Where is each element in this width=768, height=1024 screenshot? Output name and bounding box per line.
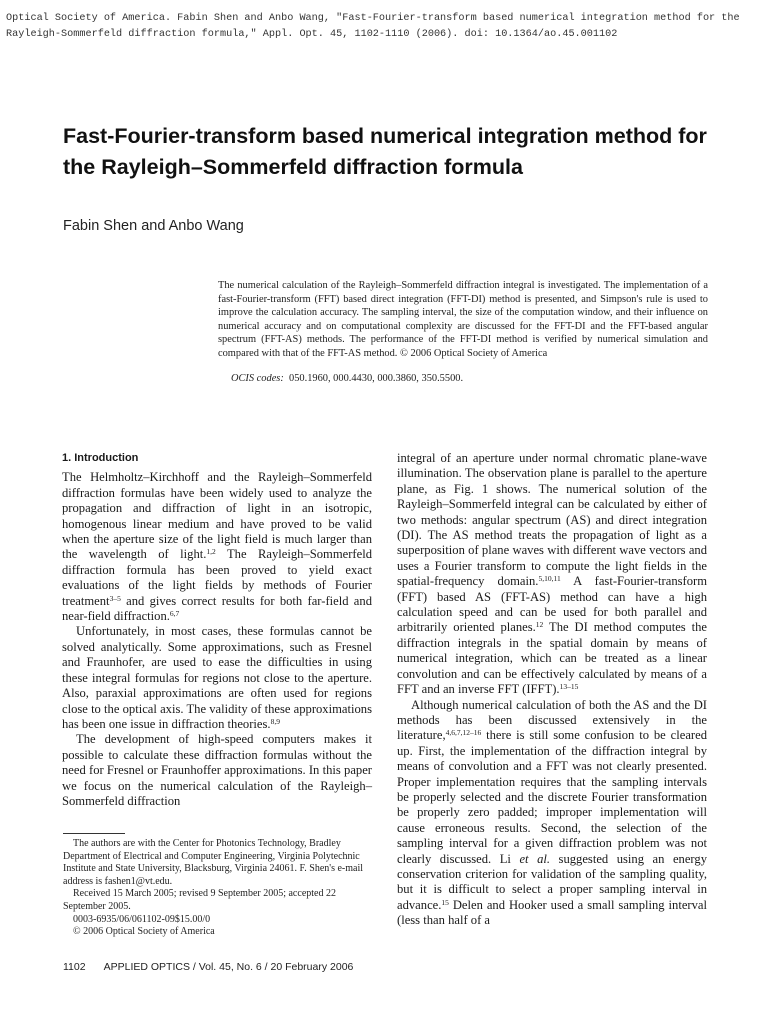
abstract: The numerical calculation of the Rayleigh–Sommerfeld diffraction integral is investigated. The implementation of a fast-Fourier-transform (FFT) based direct integration (FFT-DI) method is presented, and Simpson's rule is used to improve the calculation accuracy. The sampling interval, the size of the computation window, and their influence on numerical accuracy and on computational complexity are discussed for the FFT-DI and the FFT-based angular spectrum (FFT-AS) methods. The performance of the FFT-DI method is verified by numerical simulation and compared with that of the FFT-AS method. © 2006 Optical Society of America (218, 280, 708, 359)
reference: 13–15 (559, 682, 579, 692)
reference: 8,9 (270, 716, 280, 726)
paragraph: Unfortunately, in most cases, these formulas cannot be solved analytically. Some approximations, such as Fresnel and Fraunhofer, are used to ease the difficulties in using these integral formulas for regions not close to the aperture. Also, paraxial approximations are often used for regions close to the optical axis. The validity of these approximations has been one issue in diffraction theories.$^{8,9}$ (62, 624, 372, 731)
footnote-copyright: © 2006 Optical Society of America (73, 926, 215, 938)
citation-header: Optical Society of America. Fabin Shen and Anbo Wang, "Fast-Fourier-transform based numerical integration method for the Rayleigh-Sommerfeld diffraction formula," Appl. Opt. 45, 1102-1110 (2006). doi: 10.1364/ao.45.001102 (6, 13, 740, 40)
right-column (397, 451, 707, 929)
left-column (62, 451, 372, 809)
paragraph: integral of an aperture under normal chromatic plane-wave illumination. The observation plane is parallel to the aperture plane, as Fig. 1 shows. The numerical solution of the Rayleigh–Sommerfeld integral can be calculated by either of two methods: angular spectrum (AS) and direct integration (DI). The AS method treats the propagation of light as a superposition of plane waves with different wave vectors and uses a Fourier transform to compute the light fields in the spatial-frequency domain.$^{5,10,11}$ A fast-Fourier-transform (FFT) based AS (FFT-AS) method can have a high calculation speed and can be used for both parallel and arbitrarily oriented planes.$^{12}$ The DI method computes the diffraction integrals in the spatial domain by means of numerical integration, which can be treated as a linear convolution and can be effectively calculated by means of a FFT and an inverse FFT (IFFT).$^{13-15}$ (397, 451, 708, 697)
reference: 5,10,11 (538, 574, 561, 584)
reference: 3–5 (109, 593, 121, 603)
reference: 4,6,7,12–16 (445, 728, 482, 738)
reference: 1,2 (206, 547, 216, 557)
footnote-received: Received 15 March 2005; revised 9 September 2005; accepted 22 September 2005. (63, 888, 336, 912)
reference: 12 (535, 620, 544, 630)
footnote-code: 0003-6935/06/061102-09$15.00/0 (73, 913, 211, 925)
ocis-codes (231, 373, 463, 384)
journal-info: APPLIED OPTICS / Vol. 45, No. 6 / 20 February 2006 (103, 961, 354, 973)
page-number: 1102 (63, 961, 86, 973)
footnote-affiliation: The authors are with the Center for Photonics Technology, Bradley Department of Electrical and Computer Engineering, Virginia Polytechnic Institute and State University, Blacksburg, Virginia 24061. F. Shen's e-mail address is fashen1@vt.edu. (63, 838, 363, 887)
page-footer (63, 961, 371, 973)
footnotes (63, 838, 373, 939)
ocis-values: 050.1960, 000.4430, 000.3860, 350.5500. (289, 373, 464, 384)
section-heading: 1. Introduction (62, 452, 139, 464)
footnote-rule (63, 833, 125, 834)
paragraph: The Helmholtz–Kirchhoff and the Rayleigh–Sommerfeld diffraction formulas have been widely used to analyze the propagation and diffraction of light in an isotropic, homogenous linear medium and have proved to be valid when the aperture size of the light field is much larger than the wavelength of light.$^{1,2}$ The Rayleigh–Sommerfeld diffraction formula has been proved to yield exact evaluations of the light fields by methods of Fourier treatment$^{3-5}$ and gives correct results for both far-field and near-field diffraction.$^{6,7}$ (62, 470, 372, 624)
ocis-label: OCIS codes: (231, 373, 284, 384)
reference: 6,7 (169, 609, 180, 619)
paper-title: Fast-Fourier-transform based numerical integration method for the Rayleigh–Sommerfeld diffraction formula (63, 124, 707, 179)
paragraph: The development of high-speed computers makes it possible to calculate these diffraction formulas without the need for Fresnel or Fraunhoffer approximations. In this paper we focus on the numerical calculation of the Rayleigh–Sommerfeld diffraction (62, 732, 372, 808)
paragraph: Although numerical calculation of both the AS and the DI methods has been discussed extensively in the literature,$^{4,6,7,12-16}$ there is still some confusion to be cleared up. First, the implementation of the diffraction integral by means of convolution and a FFT was not clearly presented. Proper implementation requires that the sampling intervals be properly selected and the discrete Fourier transformation be properly zero padded; improper implementation will cause erroneous results. Second, the selection of the sampling interval for a given diffraction problem was not clearly discussed. Li et al. suggested using an energy conservation criterion for validation of the sampling quality, but it is difficult to select a proper sampling interval in advance.$^{15}$ Delen and Hooker used a small sampling interval (less than half of a (397, 697, 707, 928)
reference: 15 (441, 897, 449, 907)
authors: Fabin Shen and Anbo Wang (63, 218, 244, 234)
